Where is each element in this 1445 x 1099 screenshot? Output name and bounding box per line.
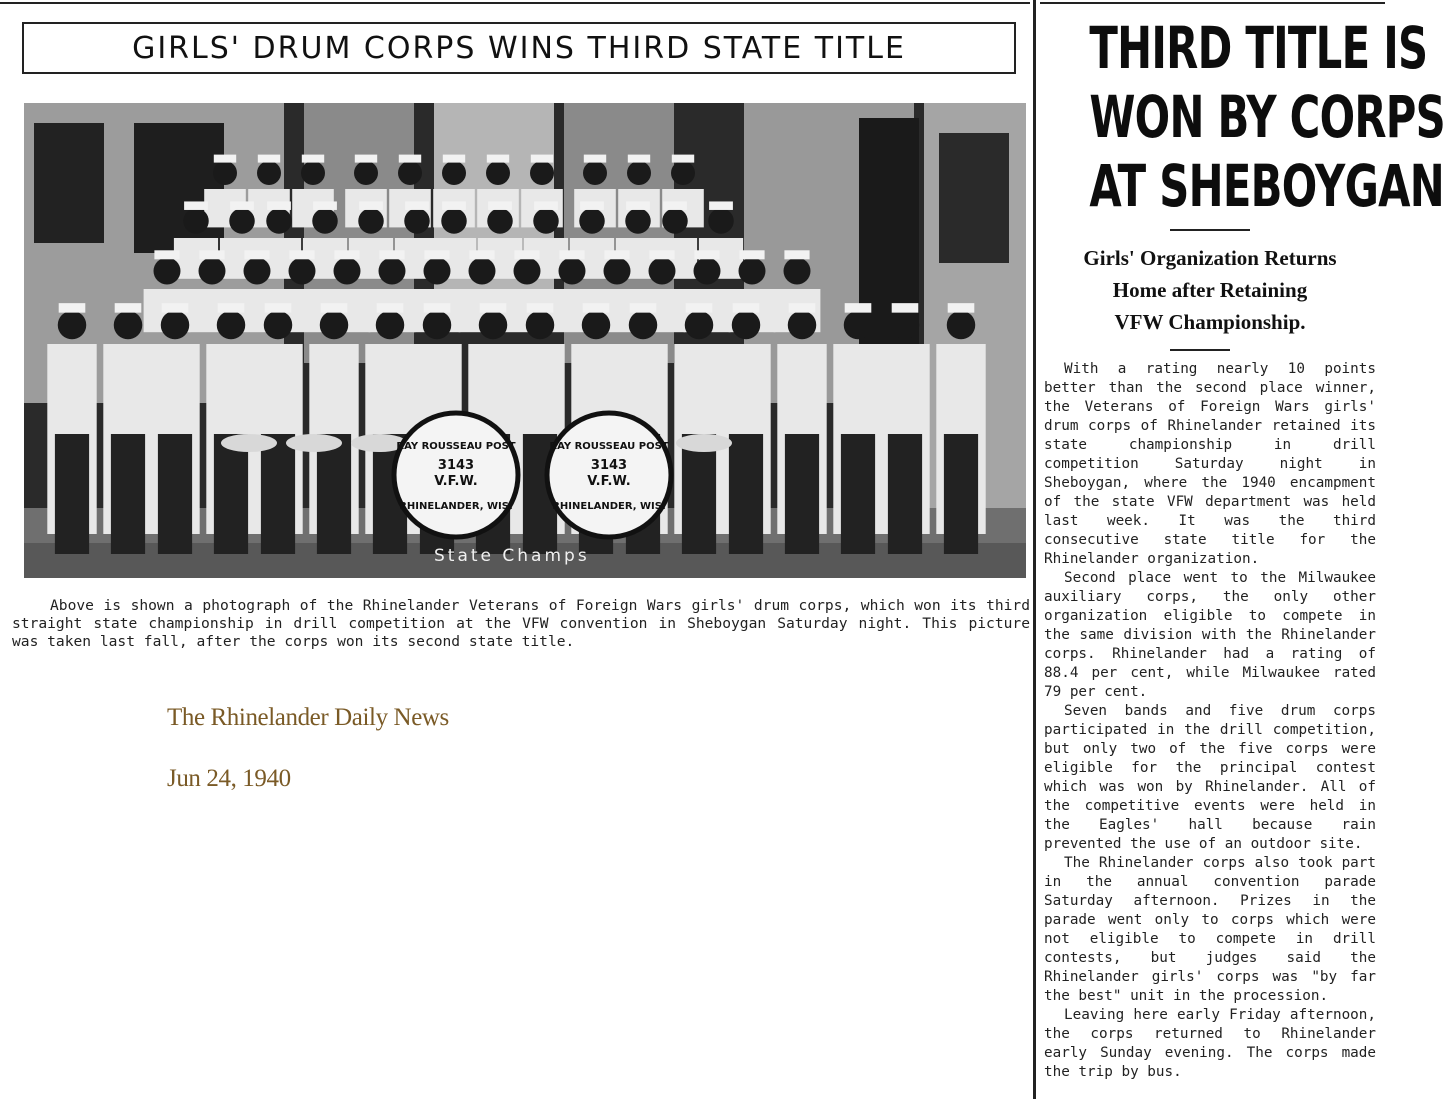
drum-corps-photo — [24, 103, 1026, 578]
article-deck-line-1: Girls' Organization Returns — [1083, 246, 1337, 270]
article-deck-line-2: Home after Retaining — [1112, 278, 1308, 302]
bass-drum-right — [547, 413, 671, 537]
article-headline — [1089, 14, 1445, 221]
deck-rule-bottom — [1170, 349, 1230, 351]
article-body — [1044, 360, 1376, 1082]
drum-left-line-1: RAY ROUSSEAU POST — [396, 441, 516, 452]
photo-headline-box — [22, 22, 1016, 74]
bass-drum-left — [394, 413, 518, 537]
article-deck — [1040, 242, 1380, 338]
drum-left-line-2: 3143 — [437, 458, 475, 473]
photo-illustration — [24, 103, 1026, 578]
top-rule-left — [0, 2, 1030, 4]
photo-caption: Above is shown a photograph of the Rhinelander Veterans of Foreign Wars girls' drum corps, which won its third straight state championship in drill competition at the VFW convention in Sheboygan Saturday night. This picture was taken last fall, after the corps won its second state title. — [12, 597, 1030, 650]
top-rule-right — [1040, 2, 1385, 4]
article-paragraph: The Rhinelander corps also took part in the annual convention parade Saturday afternoon. Prizes in the parade went only to corps which were not eligible to compete in drill contests, but judges said the Rhinelander girls' corps was "by far the best" unit in the procession. — [1044, 855, 1376, 1004]
drum-right-line-4: RHINELANDER, WIS. — [552, 501, 666, 512]
drum-right-line-2: 3143 — [590, 458, 628, 473]
article-headline-line-3: AT SHEBOYGAN — [1089, 152, 1444, 220]
article-paragraph: With a rating nearly 10 points better than the second place winner, the Veterans of Foreign Wars girls' drum corps of Rhinelander retained its state championship in drill competition Saturday night in Sheboygan, where the 1940 encampment of the state VFW department was held last week. It was the third consecutive state title for the Rhinelander organization. — [1044, 361, 1376, 567]
article-paragraph: Second place went to the Milwaukee auxiliary corps, the only other organization eligible to compete in the same division with the Rhinelander corps. Rhinelander had a rating of 88.4 per cent, while Milwaukee rated 79 per cent. — [1044, 570, 1376, 700]
article-deck-line-3: VFW Championship. — [1114, 310, 1306, 334]
archive-date: Jun 24, 1940 — [167, 765, 291, 792]
article-paragraph: Leaving here early Friday afternoon, the corps returned to Rhinelander early Sunday evening. The corps made the trip by bus. — [1044, 1007, 1376, 1080]
deck-rule-top — [1170, 229, 1250, 231]
article-headline-line-2: WON BY CORPS — [1089, 83, 1445, 151]
article-paragraph: Seven bands and five drum corps participated in the drill competition, but only two of the five corps were eligible for the principal contest which was won by Rhinelander. All of the competitive events were held in the Eagles' hall because rain prevented the use of an outdoor site. — [1044, 703, 1376, 852]
archive-paper-name: The Rhinelander Daily News — [167, 704, 449, 731]
drum-right-line-3: V.F.W. — [587, 474, 631, 489]
column-rule — [1033, 0, 1036, 1099]
article-headline-line-1: THIRD TITLE IS — [1089, 14, 1428, 82]
drum-right-line-1: RAY ROUSSEAU POST — [549, 441, 669, 452]
drum-left-line-4: RHINELANDER, WIS. — [399, 501, 513, 512]
drum-left-line-3: V.F.W. — [434, 474, 478, 489]
photo-handwriting: State Champs — [434, 546, 590, 566]
photo-headline: GIRLS' DRUM CORPS WINS THIRD STATE TITLE — [132, 30, 906, 66]
